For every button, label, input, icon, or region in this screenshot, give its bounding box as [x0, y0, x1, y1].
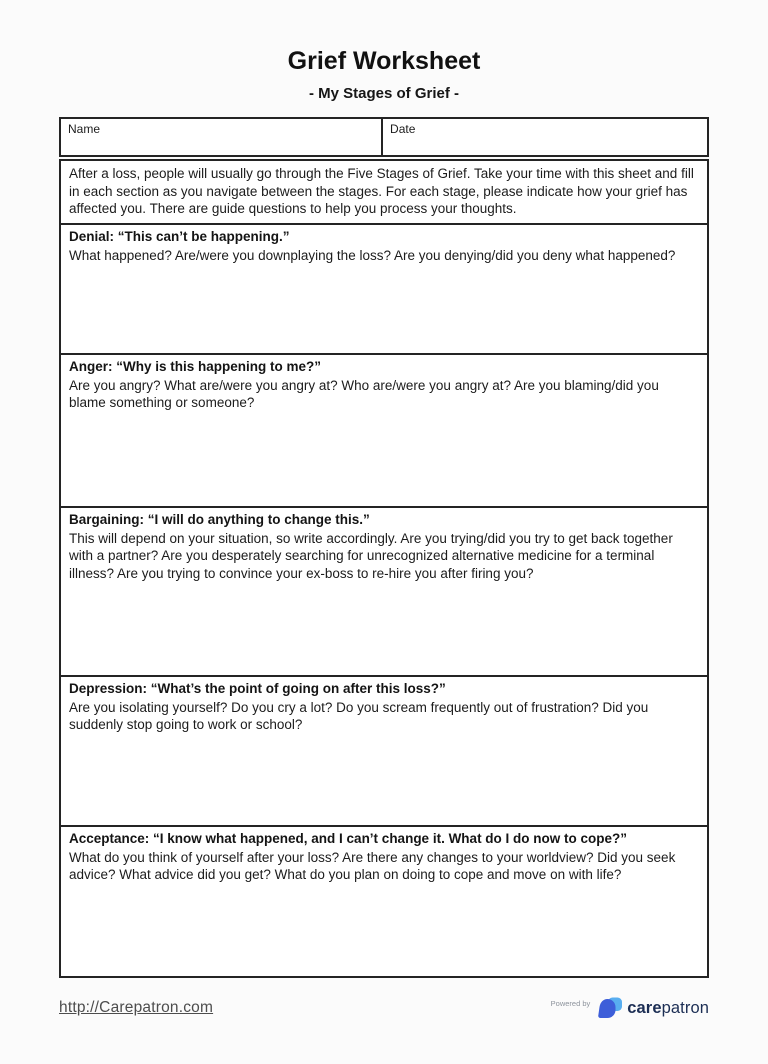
page-footer — [59, 997, 709, 1020]
carepatron-link[interactable]: http://Carepatron.com — [59, 999, 214, 1017]
section-bargaining — [61, 508, 707, 677]
wordmark-care: care — [627, 998, 662, 1017]
section-depression — [61, 677, 707, 827]
section-denial-heading: Denial: “This can’t be happening.” — [69, 228, 290, 244]
section-anger-heading: Anger: “Why is this happening to me?” — [69, 358, 322, 374]
name-date-table — [59, 117, 709, 157]
section-depression-heading: Depression: “What’s the point of going on after this loss?” — [69, 680, 446, 696]
section-depression-answer[interactable] — [69, 734, 699, 825]
section-acceptance — [61, 827, 707, 976]
intro-text: After a loss, people will usually go through the Five Stages of Grief. Take your time with this sheet and fill in each section as you navigate between the stages. For each stage, please indicate how your grief has affected you. There are guide questions to help you process your thoughts. — [61, 161, 707, 225]
section-anger-questions: Are you angry? What are/were you angry at? Who are/were you angry at? Are you blaming/did you blame something or someone? — [69, 377, 659, 411]
page-subtitle: - My Stages of Grief - — [308, 85, 460, 102]
section-denial-questions: What happened? Are/were you downplaying the loss? Are you denying/did you deny what happened? — [69, 247, 676, 263]
date-label: Date — [390, 122, 416, 136]
worksheet-body — [59, 159, 709, 978]
section-acceptance-heading: Acceptance: “I know what happened, and I can’t change it. What do I do now to cope?” — [69, 830, 628, 846]
section-acceptance-questions: What do you think of yourself after your loss? Are there any changes to your worldview? Did you seek advice? What advice did you get? What do you plan on doing to cope and move on with life? — [69, 849, 676, 883]
page-title: Grief Worksheet — [287, 47, 481, 75]
section-anger-answer[interactable] — [69, 412, 699, 506]
name-label: Name — [68, 122, 101, 136]
section-bargaining-answer[interactable] — [69, 582, 699, 674]
name-date-row — [60, 118, 708, 156]
section-denial-answer[interactable] — [69, 264, 699, 353]
powered-by-label: Powered by — [550, 998, 591, 1008]
section-acceptance-answer[interactable] — [69, 884, 699, 976]
carepatron-branding — [551, 997, 709, 1020]
carepatron-wordmark — [627, 999, 709, 1018]
wordmark-patron: patron — [661, 998, 709, 1017]
date-field[interactable] — [382, 118, 708, 156]
section-anger — [61, 355, 707, 508]
section-denial — [61, 225, 707, 355]
section-bargaining-heading: Bargaining: “I will do anything to change this.” — [69, 511, 370, 527]
worksheet-content — [59, 117, 709, 1020]
name-field[interactable] — [60, 118, 382, 156]
carepatron-logo-icon — [597, 997, 623, 1020]
section-bargaining-questions: This will depend on your situation, so write accordingly. Are you trying/did you try to get back together with a partner? Are you desperately searching for unrecognized alternative medicine for a terminal illness? Are you trying to convince your ex-boss to re-hire you after firing you? — [69, 530, 673, 581]
section-depression-questions: Are you isolating yourself? Do you cry a lot? Do you scream frequently out of frustration? Did you suddenly stop going to work or school? — [69, 699, 649, 733]
